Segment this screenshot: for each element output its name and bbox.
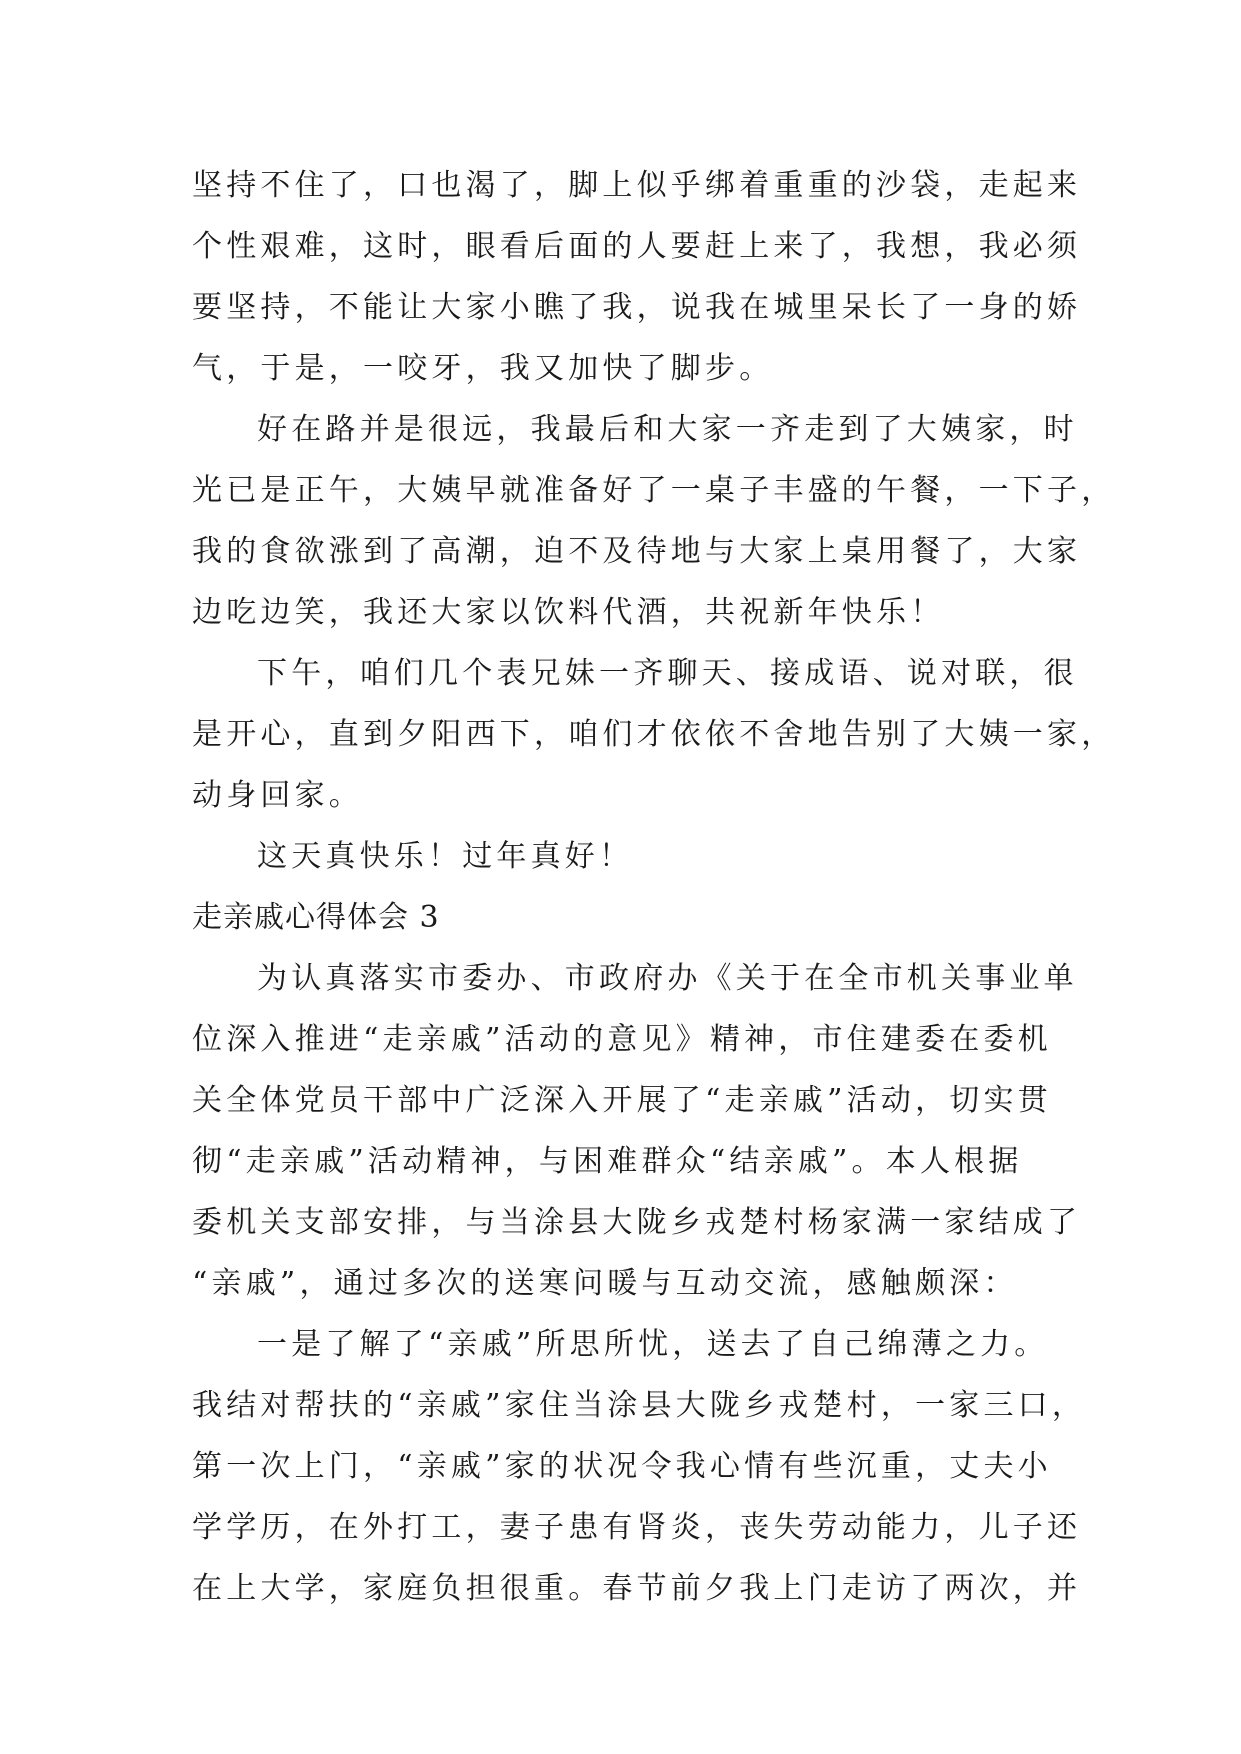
text-line: 学学历，在外打工，妻子患有肾炎，丧失劳动能力，儿子还	[192, 1510, 1082, 1545]
section-heading: 走亲戚心得体会 3	[192, 900, 440, 935]
text-line: 是开心，直到夕阳西下，咱们才依依不舍地告别了大姨一家，	[192, 717, 1116, 752]
text-line: 个性艰难，这时，眼看后面的人要赶上来了，我想，我必须	[192, 229, 1082, 264]
text-line: 一是了解了“亲戚”所思所忧，送去了自己绵薄之力。	[257, 1327, 1049, 1362]
text-line: 为认真落实市委办、市政府办《关于在全市机关事业单	[257, 961, 1078, 996]
text-line: 我的食欲涨到了高潮，迫不及待地与大家上桌用餐了，大家	[192, 534, 1082, 569]
text-line: 要坚持，不能让大家小瞧了我，说我在城里呆长了一身的娇	[192, 290, 1082, 325]
text-line: “亲戚”，通过多次的送寒问暖与互动交流，感触颇深：	[192, 1266, 1018, 1301]
text-line: 动身回家。	[192, 778, 363, 813]
text-line: 这天真快乐！过年真好！	[257, 839, 634, 874]
text-line: 坚持不住了，口也渴了，脚上似乎绑着重重的沙袋，走起来	[192, 168, 1082, 203]
text-line: 光已是正午，大姨早就准备好了一桌子丰盛的午餐，一下子，	[192, 473, 1116, 508]
text-line: 气，于是，一咬牙，我又加快了脚步。	[192, 351, 774, 386]
text-line: 好在路并是很远，我最后和大家一齐走到了大姨家，时	[257, 412, 1078, 447]
document-body	[192, 155, 1116, 1619]
text-line: 第一次上门，“亲戚”家的状况令我心情有些沉重，丈夫小	[192, 1449, 1052, 1484]
text-line: 位深入推进“走亲戚”活动的意见》精神，市住建委在委机	[192, 1022, 1052, 1057]
text-line: 边吃边笑，我还大家以饮料代酒，共祝新年快乐！	[192, 595, 945, 630]
text-line: 委机关支部安排，与当涂县大陇乡戎楚村杨家满一家结成了	[192, 1205, 1082, 1240]
text-line: 下午，咱们几个表兄妹一齐聊天、接成语、说对联，很	[257, 656, 1078, 691]
text-line: 我结对帮扶的“亲戚”家住当涂县大陇乡戎楚村，一家三口，	[192, 1388, 1087, 1423]
text-line: 在上大学，家庭负担很重。春节前夕我上门走访了两次，并	[192, 1571, 1082, 1606]
text-line: 彻“走亲戚”活动精神，与困难群众“结亲戚”。本人根据	[192, 1144, 1023, 1179]
text-line: 关全体党员干部中广泛深入开展了“走亲戚”活动，切实贯	[192, 1083, 1052, 1118]
